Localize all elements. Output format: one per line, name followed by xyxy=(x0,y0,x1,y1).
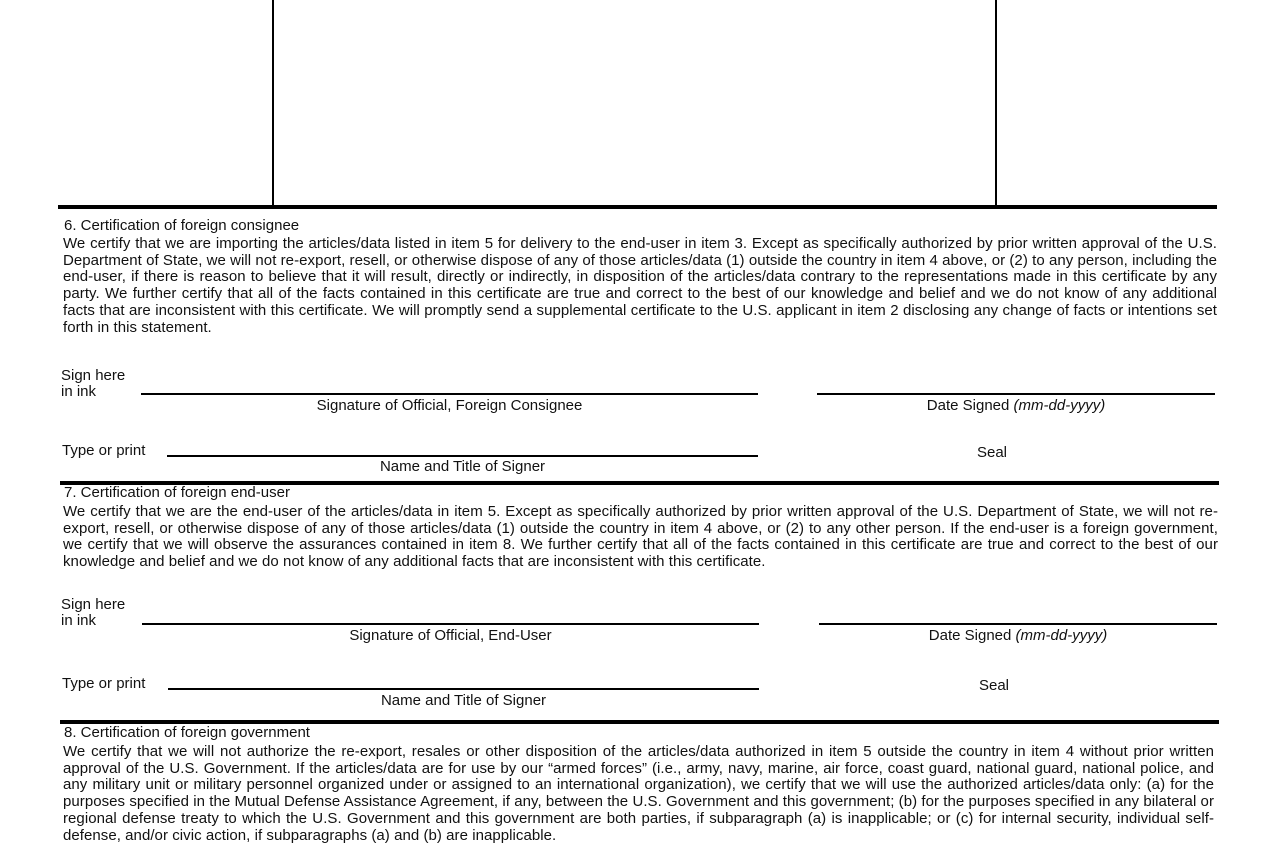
sign-here-label-line1: Sign here xyxy=(61,596,126,613)
table-column-divider xyxy=(272,0,274,207)
date-format-hint: (mm-dd-yyyy) xyxy=(1013,397,1106,414)
end-user-signature-field[interactable] xyxy=(142,602,759,624)
end-user-date-caption xyxy=(819,628,1217,644)
end-user-name-caption: Name and Title of Signer xyxy=(380,692,547,709)
end-user-seal-label: Seal xyxy=(978,677,1010,694)
consignee-seal-label: Seal xyxy=(976,444,1008,461)
section-divider xyxy=(58,205,1217,209)
date-caption-text: Date Signed xyxy=(928,627,1012,644)
consignee-name-field[interactable] xyxy=(167,434,758,456)
date-format-hint: (mm-dd-yyyy) xyxy=(1015,627,1108,644)
end-user-date-field[interactable] xyxy=(819,602,1217,624)
consignee-signature-field[interactable] xyxy=(141,372,758,394)
consignee-date-field[interactable] xyxy=(817,372,1215,394)
sign-here-label-line2: in ink xyxy=(61,612,97,629)
section-6-title: 6. Certification of foreign consignee xyxy=(64,217,300,234)
sign-here-label xyxy=(61,368,125,400)
section-8-body: We certify that we will not authorize the re-export, resales or other disposition of the articles/data authorized in item 5 outside the country in item 4 without prior written approval of the U.S. Government. If the articles/data are for use by our “armed forces” (i.e., army, navy, marine, air force, coast guard, national guard, national police, and any military unit or military personnel organized under or assigned to an international organization), we certify that we will use the authorized articles/data only: (a) for the purposes specified in the Mutual Defense Assistance Agreement, if any, between the U.S. Government and this government; (b) for the purposes specified in any bilateral or regional defense treaty to which the U.S. Government and this government are both parties, if subparagraph (a) is inapplicable; or (c) for internal security, individual self-defense, and/or civic action, if subparagraphs (a) and (b) are inapplicable. xyxy=(63,743,1214,844)
type-or-print-label: Type or print xyxy=(62,442,146,459)
sign-here-label-line1: Sign here xyxy=(61,367,126,384)
date-caption-text: Date Signed xyxy=(926,397,1010,414)
sign-here-label-line2: in ink xyxy=(61,383,97,400)
end-user-signature-caption: Signature of Official, End-User xyxy=(349,627,552,644)
consignee-date-caption xyxy=(817,398,1215,414)
table-cell-input[interactable] xyxy=(58,0,271,205)
consignee-signature-caption: Signature of Official, Foreign Consignee xyxy=(316,397,583,414)
table-cell-input[interactable] xyxy=(275,0,994,205)
section-7-body: We certify that we are the end-user of the articles/data in item 5. Except as specifically authorized by prior written approval of the U.S. Department of State, we will not re-export, resell, or otherwise dispose of any of those articles/data (1) outside the country in item 4 above, or (2) to any other person. If the end-user is a foreign government, we certify that we will observe the assurances contained in item 8. We further certify that all of the facts contained in this certificate are true and correct to the best of our knowledge and belief and we do not know of any additional facts that are inconsistent with this certificate. xyxy=(63,503,1218,571)
end-user-name-field[interactable] xyxy=(168,667,759,689)
section-7-title: 7. Certification of foreign end-user xyxy=(64,484,290,501)
table-cell-input[interactable] xyxy=(998,0,1217,205)
section-8-title: 8. Certification of foreign government xyxy=(64,724,310,741)
type-or-print-label: Type or print xyxy=(62,675,146,692)
consignee-name-caption: Name and Title of Signer xyxy=(379,458,546,475)
sign-here-label xyxy=(61,597,125,629)
table-column-divider xyxy=(995,0,997,207)
section-6-body: We certify that we are importing the articles/data listed in item 5 for delivery to the end-user in item 3. Except as specifically authorized by prior written approval of the U.S. Department of State, we will not re-export, resell, or otherwise dispose of any of those articles/data (1) outside the country in item 4 above, or (2) to any person, including the end-user, if there is reason to believe that it will result, directly or indirectly, in disposition of the articles/data contrary to the representations made in this certificate by any party. We further certify that all of the facts contained in this certificate are true and correct to the best of our knowledge and belief and we do not know of any additional facts that are inconsistent with this certificate. We will promptly send a supplemental certificate to the U.S. applicant in item 2 disclosing any change of facts or intentions set forth in this statement. xyxy=(63,235,1217,336)
